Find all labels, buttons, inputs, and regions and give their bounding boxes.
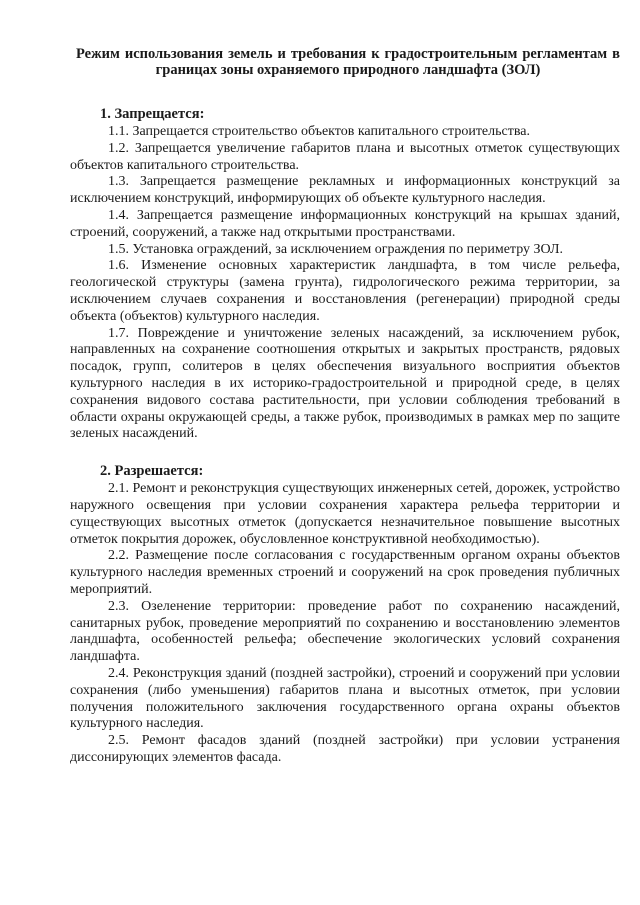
list-item: 2.2. Размещение после согласования с государственным органом охраны объектов культурного наследия временных строений и сооружений на срок проведения публичных мероприятий. (70, 548, 620, 597)
permitted-list (70, 481, 620, 767)
list-item: 1.7. Повреждение и уничтожение зеленых насаждений, за исключением рубок, направленных на сохранение соотношения открытых и закрытых пространств, рядовых посадок, групп, солитеров в целях обеспечения визуального восприятия объектов культурного наследия в их историко-градостроительной и природной среде, в целях сохранения видового состава растительности, при условии соблюдения требований в области охраны окружающей среды, а также рубок, производимых в рамках мер по защите зеленых насаждений. (70, 325, 620, 442)
list-item: 1.6. Изменение основных характеристик ландшафта, в том числе рельефа, геологической структуры (замена грунта), гидрологического режима территории, за исключением случаев сохранения и восстановления (регенерации) природной среды объекта (объектов) культурного наследия. (70, 258, 620, 324)
section-heading-permitted: 2. Разрешается: (100, 463, 204, 480)
prohibited-list (70, 124, 620, 443)
list-item: 1.1. Запрещается строительство объектов капитального строительства. (108, 124, 530, 139)
section-heading-prohibited: 1. Запрещается: (100, 106, 205, 122)
section-spacer (70, 443, 620, 463)
list-item: 2.1. Ремонт и реконструкция существующих инженерных сетей, дорожек, устройство наружного освещения при условии сохранения характера рельефа территории и существующих высотных отметок (допускается незначительное повышение высотных отметок покрытия дорожек, обусловленное конструктивной необходимостью). (70, 481, 620, 547)
document-title: Режим использования земель и требования к градостроительным регламентам в границах зоны охраняемого природного ландшафта (ЗОЛ) (76, 46, 620, 78)
list-item: 2.4. Реконструкция зданий (поздней застройки), строений и сооружений при условии сохранения (либо уменьшения) габаритов плана и высотных отметок, при условии получения положительного заключения государственного органа охраны объектов культурного наследия. (70, 665, 620, 732)
list-item: 2.3. Озеленение территории: проведение работ по сохранению насаждений, санитарных рубок, проведение мероприятий по сохранению и восстановлению элементов ландшафта, особенностей рельефа; обеспечение экологических условий сохранения ландшафта. (70, 598, 620, 665)
list-item: 2.5. Ремонт фасадов зданий (поздней застройки) при условии устранения диссонирующих элементов фасада. (70, 733, 620, 765)
list-item: 1.3. Запрещается размещение рекламных и информационных конструкций за исключением конструкций, информирующих об объекте культурного наследия. (70, 174, 620, 207)
list-item: 1.4. Запрещается размещение информационных конструкций на крышах зданий, строений, сооружений, а также над открытыми пространствами. (70, 207, 620, 240)
list-item: 1.2. Запрещается увеличение габаритов плана и высотных отметок существующих объектов капитального строительства. (70, 140, 620, 173)
list-item: 1.5. Установка ограждений, за исключением ограждения по периметру ЗОЛ. (108, 241, 563, 257)
